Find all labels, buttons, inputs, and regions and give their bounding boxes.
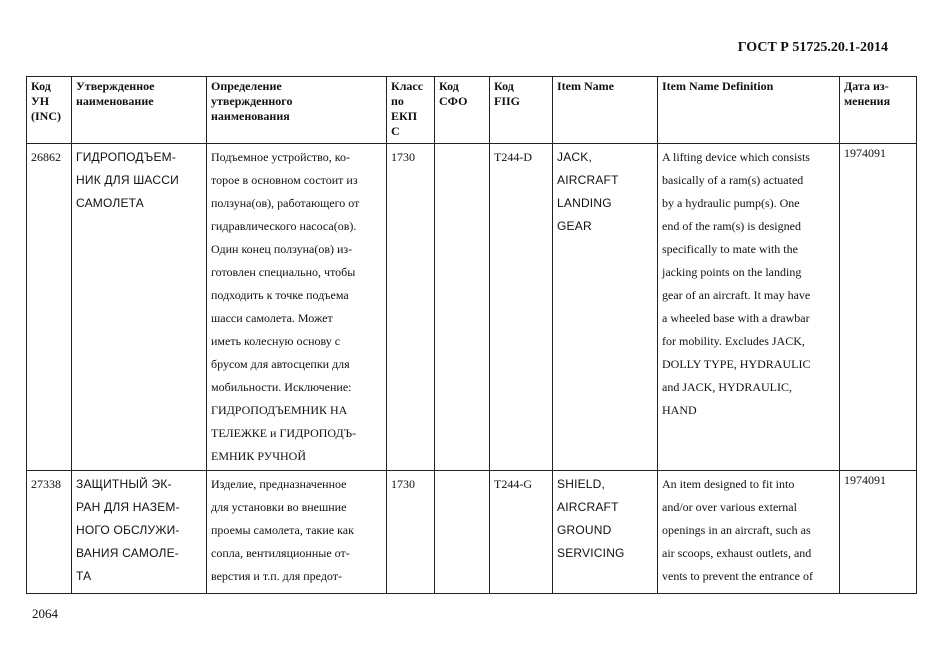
items-table — [26, 76, 917, 594]
table-header-row — [27, 77, 917, 144]
page-number: 2064 — [32, 606, 58, 621]
cell-item-name: JACK, AIRCRAFT LANDING GEAR — [553, 144, 658, 471]
cell-date: 1974091 — [840, 144, 917, 471]
cell-code: 27338 — [27, 471, 72, 594]
cell-sfo — [435, 144, 490, 471]
col-header-sfo: Код СФО — [435, 77, 490, 144]
cell-fiig: T244-D — [490, 144, 553, 471]
table-row — [27, 144, 917, 471]
cell-name: ЗАЩИТНЫЙ ЭК- РАН ДЛЯ НАЗЕМ- НОГО ОБСЛУЖИ- ВАНИЯ САМОЛЕ- ТА — [72, 471, 207, 594]
cell-name: ГИДРОПОДЪЕМ- НИК ДЛЯ ШАССИ САМОЛЕТА — [72, 144, 207, 471]
cell-item-name: SHIELD, AIRCRAFT GROUND SERVICING — [553, 471, 658, 594]
cell-fiig: T244-G — [490, 471, 553, 594]
col-header-fiig: Код FIIG — [490, 77, 553, 144]
col-header-item-def: Item Name Definition — [658, 77, 840, 144]
cell-item-def: An item designed to fit into and/or over various external openings in an aircraft, such as air scoops, exhaust outlets, and vents to prevent the entrance of — [658, 471, 840, 594]
standard-code: ГОСТ Р 51725.20.1-2014 — [737, 40, 888, 55]
cell-code: 26862 — [27, 144, 72, 471]
col-header-item-name: Item Name — [553, 77, 658, 144]
col-header-code: Код УН (INC) — [27, 77, 72, 144]
cell-definition: Изделие, предназначенное для установки во внешние проемы самолета, такие как сопла, вентиляционные от- верстия и т.п. для предот- — [207, 471, 387, 594]
cell-class: 1730 — [387, 471, 435, 594]
cell-date: 1974091 — [840, 471, 917, 594]
cell-definition: Подъемное устройство, ко- торое в основном состоит из ползуна(ов), работающего от гидравлического насоса(ов). Один конец ползуна(ов) из- готовлен специально, чтобы подходить к точке подъема шасси самолета. Может иметь колесную основу с брусом для автосцепки для мобильности. Исключение: ГИДРОПОДЪЕМНИК НА ТЕЛЕЖКЕ и ГИДРОПОДЪ- ЕМНИК РУЧНОЙ — [207, 144, 387, 471]
cell-item-def: A lifting device which consists basically of a ram(s) actuated by a hydraulic pump(s). One end of the ram(s) is designed specifically to mate with the jacking points on the landing gear of an aircraft. It may have a wheeled base with a drawbar for mobility. Excludes JACK, DOLLY TYPE, HYDRAULIC and JACK, HYDRAULIC, HAND — [658, 144, 840, 471]
cell-class: 1730 — [387, 144, 435, 471]
col-header-date: Дата из- менения — [840, 77, 917, 144]
col-header-definition: Определение утвержденного наименования — [207, 77, 387, 144]
cell-sfo — [435, 471, 490, 594]
col-header-name: Утвержденное наименование — [72, 77, 207, 144]
table-row — [27, 471, 917, 594]
col-header-class: Класс по ЕКП С — [387, 77, 435, 144]
